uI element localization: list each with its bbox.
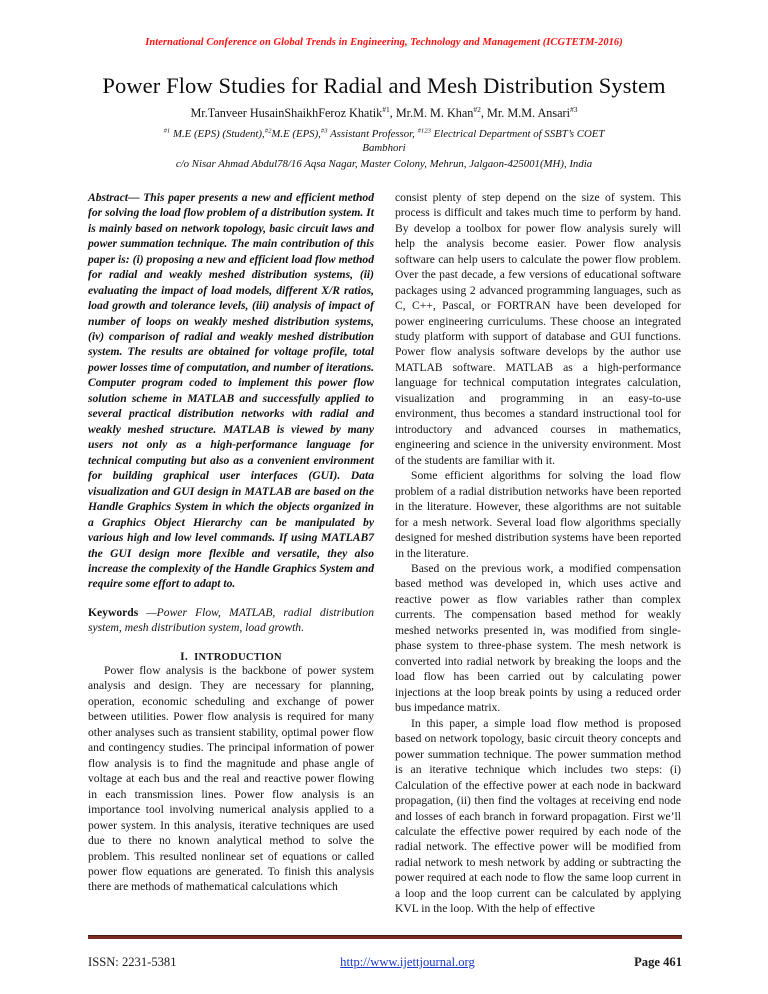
- affil-part-3: Assistant Professor,: [330, 128, 415, 140]
- footer-journal-link[interactable]: http://www.ijettjournal.org: [340, 955, 475, 969]
- affil-part-4: Electrical Department of SSBT’s COET: [433, 128, 605, 140]
- intro-paragraph-right-2: Some efficient algorithms for solving the load flow problem of a radial distribution networks have been reported in the literature. However, these algorithms are not suitable for a mesh network. Several load flow algorithms specially designed for meshed distribution systems have been reported in the literature.: [395, 469, 681, 560]
- affil-part-2: M.E (EPS),: [271, 128, 321, 140]
- affil-marker-1: #1: [163, 127, 171, 135]
- intro-paragraph-left: Power flow analysis is the backbone of power system analysis and design. They are necessary for planning, operation, economic scheduling and exchange of power between utilities. Power flow analysis is required for many other analyses such as transient stability, optimal power flow and contingency studies. The principal information of power flow analysis is to find the magnitude and phase angle of voltage at each bus and the real and reactive power flowing in each transmission lines. Power flow analysis is an importance tool involving numerical analysis applied to a power system. In this analysis, iterative techniques are used due to there no known analytical method to solve the problem. This resulted nonlinear set of equations or called power flow equations are generated. To finish this analysis there are methods of mathematical calculations which: [88, 663, 374, 894]
- abstract-label: Abstract—: [88, 190, 140, 204]
- section-title: INTRODUCTION: [194, 650, 282, 663]
- footer-page-number: Page 461: [634, 955, 682, 969]
- conference-header: International Conference on Global Trends in Engineering, Technology and Management (ICGTETM-2016): [145, 37, 623, 48]
- author-3-affil-marker: #3: [569, 104, 578, 114]
- keywords-list: —Power Flow, MATLAB, radial distribution system, mesh distribution system, load growth.: [88, 605, 374, 635]
- author-3-name: Mr. M.M. Ansari: [487, 106, 570, 120]
- page-title: Power Flow Studies for Radial and Mesh Distribution System: [102, 73, 666, 98]
- affil-marker-3: #3: [320, 127, 328, 135]
- abstract-paragraph: [88, 190, 374, 592]
- keywords-paragraph: [88, 605, 374, 636]
- intro-paragraph-right-4: In this paper, a simple load flow method is proposed based on network topology, basic circuit theory concepts and power summation technique. The power summation method is an iterative technique which includes two steps: (i) Calculation of the effective power at each node in backward propagation, (ii) then find the voltages at receiving end node and losses of each branch in forward propagation. First we’ll calculate the effective power required by each node of the radial network. The effective power will be modified from radial network to mesh network by adding or subtracting the power required at each node to flow the same loop current in a loop and the loop current can be calculated by applying KVL in the loop. With the help of effective: [395, 716, 681, 916]
- affil-part-1: M.E (EPS) (Student),: [172, 128, 265, 140]
- author-1-affil-marker: #1: [382, 104, 390, 114]
- affil-marker-4: #123: [417, 127, 431, 135]
- affil-marker-2: #2: [264, 127, 272, 135]
- intro-paragraph-right-3: Based on the previous work, a modified compensation based method was developed in, which uses active and reactive power as flow variables rather than complex currents. The compensation based method for weakly meshed networks presented in, was modified from single-phase system to three-phase system. The mesh network is converted into radial network by breaking the loops and the load flow has been carried out by calculating power injections at the loop break points by using a reduced order bus impedance matrix.: [395, 562, 681, 715]
- page-footer: [88, 955, 682, 970]
- author-2-affil-marker: #2: [473, 104, 481, 114]
- footer-issn: ISSN: 2231-5381: [88, 955, 177, 969]
- author-1-name: Mr.Tanveer HusainShaikhFeroz Khatik: [190, 106, 383, 120]
- column-left: [88, 190, 374, 917]
- affiliation-line-3: c/o Nisar Ahmad Abdul78/16 Aqsa Nagar, Master Colony, Mehrun, Jalgaon-425001(MH), India: [175, 157, 593, 170]
- author-list: Mr.Tanveer HusainShaikhFeroz Khatik$^{\#1}$, Mr.M. M. Khan$^{\#2}$, Mr. M.M. Ansari$^{\#3}$: [190, 104, 578, 120]
- abstract-text: This paper presents a new and efficient method for solving the load flow problem of a distribution system. It is mainly based on network topology, basic circuit laws and power summation technique. The main contribution of this paper is: (i) proposing a new and efficient load flow method for radial and weakly meshed distribution systems, (ii) evaluating the impact of load models, different X/R ratios, load growth and tolerance levels, (iii) analysis of impact of number of loops on weakly meshed distribution systems, (iv) comparison of radial and weakly meshed distribution system. The results are obtained for voltage profile, total power losses time of computation, and number of iterations. Computer program coded to implement this power flow solution scheme in MATLAB and successfully applied to several practical distribution networks with radial and weakly meshed structure. MATLAB is viewed by many users not only as a high-performance language for technical computing but also as a convenient environment for building graphical user interfaces (GUI). Data visualization and GUI design in MATLAB are based on the Handle Graphics System in which the objects organized in a Graphics Object Hierarchy can be manipulated by various high and low level commands. If using MATLAB7 the GUI design more flexible and versatile, they also increase the complexity of the Handle Graphics System and require some effort to adapt to.: [88, 190, 375, 591]
- section-number: I.: [180, 649, 188, 663]
- affiliation-line-1: [0, 121, 768, 141]
- affiliation-line-2: Bambhori: [362, 142, 406, 155]
- author-2-name: Mr.M. M. Khan: [395, 106, 474, 120]
- column-right: [395, 190, 681, 917]
- body-columns: [0, 171, 768, 917]
- footer-divider: [88, 935, 682, 939]
- section-heading-introduction: [88, 650, 374, 663]
- keywords-label: Keywords: [88, 605, 139, 619]
- intro-paragraph-right-1: consist plenty of step depend on the size of system. This process is difficult and takes much time to perform by hand. By develop a toolbox for power flow analysis surely will help the analysis become easier. Power flow analysis software can help users to calculate the power flow problem. Over the past decade, a few versions of educational software packages using 2 advanced programming languages, such as C, C++, Pascal, or FORTRAN have been developed for power engineering curriculums. These choose an integrated study platform with support of database and GUI functions. Power flow analysis software develops by the author use MATLAB software. MATLAB as a high-performance language for technical computation integrates calculation, visualization and programming in an easy-to-use environment, thus becomes a standard instructional tool for introductory and advanced courses in mathematics, engineering and science in the university environment. Most of the students are familiar with it.: [395, 190, 681, 467]
